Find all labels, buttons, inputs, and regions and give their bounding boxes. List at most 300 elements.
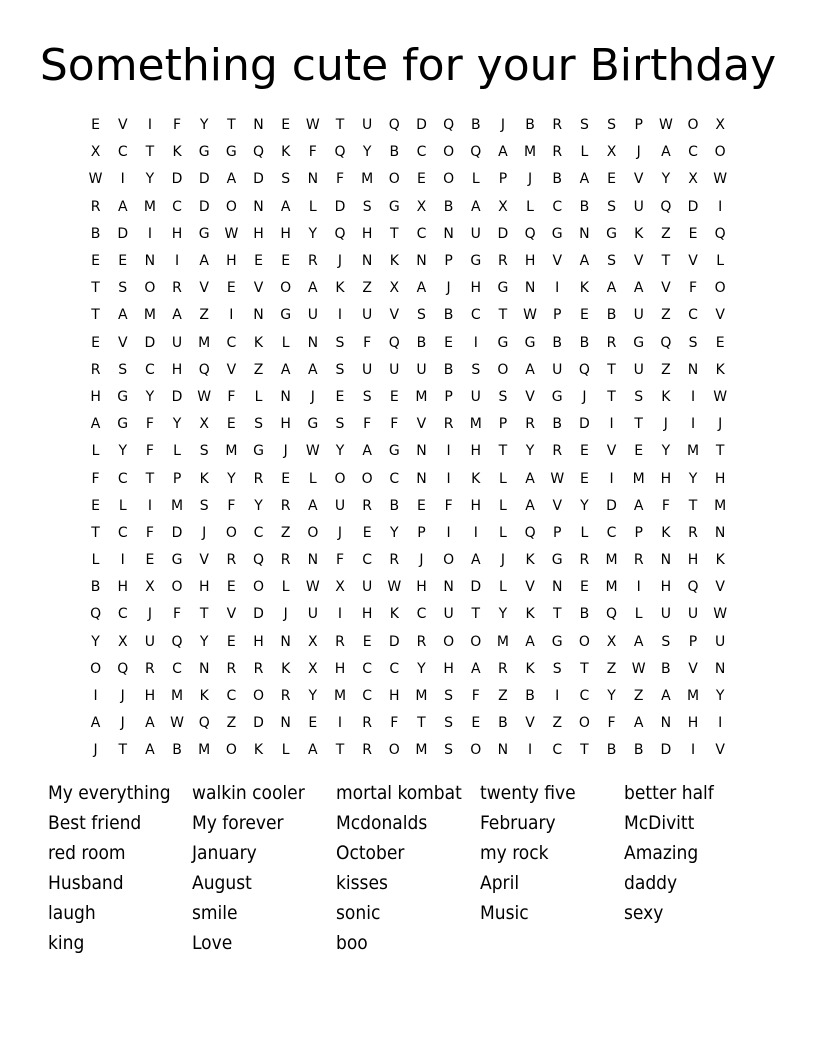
grid-letter: B xyxy=(525,117,535,134)
grid-row xyxy=(82,248,734,275)
grid-letter: E xyxy=(607,171,616,188)
grid-letter: I xyxy=(609,416,614,433)
grid-letter: L xyxy=(308,470,317,487)
grid-row xyxy=(82,139,734,166)
grid-row xyxy=(82,656,734,683)
grid-letter: O xyxy=(443,171,455,188)
grid-letter: M xyxy=(198,742,211,759)
grid-letter: I xyxy=(446,443,451,460)
grid-letter: Y xyxy=(688,470,698,487)
grid-letter: Q xyxy=(524,524,536,541)
grid-letter: R xyxy=(498,253,508,270)
grid-letter: P xyxy=(634,117,643,134)
grid-letter: O xyxy=(253,579,265,596)
grid-row xyxy=(82,438,734,465)
grid-letter: R xyxy=(280,688,291,705)
grid-letter: E xyxy=(91,497,100,514)
grid-letter: E xyxy=(579,579,589,596)
grid-letter: A xyxy=(470,552,481,569)
word-list-item: February xyxy=(480,812,556,834)
grid-letter: H xyxy=(416,579,427,596)
grid-letter: S xyxy=(552,660,562,677)
grid-letter: P xyxy=(498,171,508,188)
grid-letter: I xyxy=(446,524,451,541)
grid-letter: W xyxy=(713,171,728,188)
grid-letter: S xyxy=(444,688,454,705)
grid-letter: I xyxy=(337,307,343,324)
grid-row xyxy=(82,465,734,492)
grid-letter: E xyxy=(226,633,236,650)
grid-letter: O xyxy=(497,361,509,378)
grid-letter: Y xyxy=(390,524,399,541)
grid-letter: N xyxy=(280,715,291,732)
grid-letter: H xyxy=(90,388,101,405)
grid-letter: Q xyxy=(117,660,129,677)
grid-letter: Z xyxy=(606,660,617,677)
grid-letter: H xyxy=(443,660,454,677)
grid-letter: E xyxy=(226,416,236,433)
grid-letter: A xyxy=(633,633,644,650)
word-list-item: McDivitt xyxy=(624,812,695,834)
word-list-item: Mcdonalds xyxy=(336,812,428,834)
grid-letter: F xyxy=(335,552,345,569)
grid-letter: J xyxy=(718,416,723,433)
grid-letter: N xyxy=(361,253,373,270)
word-list-item: twenty five xyxy=(480,782,576,804)
grid-letter: M xyxy=(605,552,618,569)
grid-letter: B xyxy=(443,198,454,215)
grid-row xyxy=(82,112,734,139)
grid-row xyxy=(82,710,734,737)
grid-letter: X xyxy=(335,579,345,596)
grid-letter: Y xyxy=(525,443,535,460)
grid-letter: N xyxy=(687,361,699,378)
grid-letter: G xyxy=(551,225,563,242)
word-list-item: better half xyxy=(624,782,714,804)
grid-letter: Q xyxy=(660,334,672,351)
grid-letter: R xyxy=(226,660,237,677)
grid-letter: D xyxy=(388,633,400,650)
grid-letter: Y xyxy=(172,416,182,433)
grid-letter: T xyxy=(607,361,616,378)
grid-letter: D xyxy=(144,334,156,351)
grid-letter: N xyxy=(714,660,726,677)
grid-letter: P xyxy=(498,416,508,433)
grid-letter: R xyxy=(498,660,508,677)
grid-letter: U xyxy=(660,606,671,623)
grid-letter: E xyxy=(444,334,454,351)
grid-letter: U xyxy=(362,307,373,324)
grid-letter: A xyxy=(90,416,101,433)
grid-letter: T xyxy=(199,606,209,623)
grid-letter: Z xyxy=(498,688,508,705)
grid-letter: W xyxy=(631,660,646,677)
grid-letter: M xyxy=(225,443,238,460)
grid-letter: U xyxy=(687,606,699,623)
grid-letter: Y xyxy=(498,606,508,623)
grid-letter: I xyxy=(446,470,451,487)
grid-letter: O xyxy=(578,715,590,732)
grid-letter: L xyxy=(91,443,100,460)
grid-letter: A xyxy=(226,171,237,188)
grid-letter: G xyxy=(470,253,482,270)
grid-letter: S xyxy=(118,361,128,378)
grid-letter: K xyxy=(199,470,209,487)
grid-letter: C xyxy=(552,198,563,215)
grid-letter: R xyxy=(525,416,535,433)
grid-letter: M xyxy=(143,198,156,215)
grid-letter: K xyxy=(389,606,399,623)
grid-letter: B xyxy=(389,497,400,514)
grid-letter: M xyxy=(171,688,184,705)
grid-letter: Y xyxy=(607,688,616,705)
grid-letter: P xyxy=(172,470,182,487)
word-list-item: walkin cooler xyxy=(192,782,305,804)
grid-row xyxy=(82,302,734,329)
grid-letter: D xyxy=(416,117,427,134)
grid-letter: Y xyxy=(199,117,209,134)
grid-letter: T xyxy=(688,497,698,514)
grid-letter: A xyxy=(308,361,318,378)
grid-letter: J xyxy=(283,606,288,623)
grid-letter: D xyxy=(253,171,264,188)
grid-letter: F xyxy=(91,470,100,487)
grid-letter: X xyxy=(688,171,698,188)
grid-letter: A xyxy=(308,497,318,514)
grid-letter: O xyxy=(443,633,455,650)
grid-letter: Q xyxy=(524,225,536,242)
grid-letter: F xyxy=(390,416,399,433)
grid-letter: V xyxy=(661,280,671,297)
grid-letter: O xyxy=(280,280,292,297)
grid-letter: H xyxy=(171,225,183,242)
word-list-item: October xyxy=(336,842,405,864)
grid-letter: A xyxy=(280,198,291,215)
grid-letter: S xyxy=(362,388,372,405)
grid-letter: E xyxy=(91,334,100,351)
grid-letter: V xyxy=(525,579,535,596)
grid-letter: G xyxy=(497,334,509,351)
grid-letter: E xyxy=(254,253,263,270)
grid-letter: G xyxy=(117,388,129,405)
grid-letter: A xyxy=(416,280,427,297)
grid-letter: M xyxy=(415,388,428,405)
word-list-item: My forever xyxy=(192,812,284,834)
grid-letter: H xyxy=(361,225,373,242)
grid-letter: H xyxy=(470,443,482,460)
grid-letter: H xyxy=(253,633,264,650)
grid-letter: O xyxy=(714,144,726,161)
grid-letter: S xyxy=(688,334,698,351)
grid-letter: N xyxy=(579,225,590,242)
grid-letter: A xyxy=(90,715,101,732)
grid-letter: F xyxy=(363,416,372,433)
grid-letter: V xyxy=(606,443,617,460)
grid-letter: C xyxy=(226,334,237,351)
grid-letter: B xyxy=(172,742,182,759)
grid-letter: H xyxy=(470,497,482,514)
grid-letter: S xyxy=(199,497,209,514)
grid-letter: S xyxy=(362,198,372,215)
grid-letter: V xyxy=(715,307,725,324)
grid-letter: R xyxy=(688,524,698,541)
grid-letter: X xyxy=(308,633,318,650)
grid-letter: M xyxy=(686,688,700,705)
grid-letter: F xyxy=(145,416,154,433)
grid-letter: E xyxy=(634,443,644,460)
grid-letter: I xyxy=(120,171,125,188)
grid-letter: H xyxy=(687,552,699,569)
grid-letter: L xyxy=(281,742,290,759)
grid-letter: W xyxy=(523,307,537,324)
grid-letter: X xyxy=(308,660,318,677)
grid-letter: X xyxy=(145,579,155,596)
grid-letter: M xyxy=(605,579,618,596)
grid-letter: G xyxy=(388,443,400,460)
grid-letter: K xyxy=(199,688,209,705)
word-list-empty xyxy=(624,928,768,958)
grid-letter: Y xyxy=(335,443,345,460)
grid-letter: B xyxy=(443,361,454,378)
grid-letter: U xyxy=(389,361,400,378)
grid-letter: I xyxy=(229,307,234,324)
grid-letter: H xyxy=(524,253,536,270)
grid-letter: M xyxy=(415,688,428,705)
grid-letter: N xyxy=(307,171,319,188)
grid-letter: T xyxy=(552,606,562,623)
grid-letter: A xyxy=(525,497,535,514)
grid-letter: V xyxy=(117,334,128,351)
grid-letter: Q xyxy=(388,334,400,351)
grid-letter: G xyxy=(171,552,183,569)
grid-letter: B xyxy=(416,334,427,351)
grid-letter: R xyxy=(552,117,563,134)
grid-letter: Z xyxy=(226,715,237,732)
grid-letter: G xyxy=(253,443,264,460)
grid-letter: D xyxy=(253,715,264,732)
grid-letter: S xyxy=(444,742,454,759)
grid-letter: A xyxy=(172,307,182,324)
grid-letter: L xyxy=(634,606,643,623)
grid-letter: V xyxy=(715,579,725,596)
grid-letter: X xyxy=(416,198,427,215)
word-list-item: my rock xyxy=(480,842,549,864)
grid-letter: Y xyxy=(308,225,318,242)
grid-letter: E xyxy=(91,117,100,134)
grid-letter: Q xyxy=(253,144,265,161)
grid-letter: A xyxy=(199,253,209,270)
grid-letter: I xyxy=(147,225,152,242)
grid-letter: S xyxy=(498,388,508,405)
grid-letter: M xyxy=(714,497,727,514)
grid-letter: V xyxy=(688,660,698,677)
grid-letter: G xyxy=(524,334,536,351)
word-list-item: smile xyxy=(192,902,238,924)
grid-letter: I xyxy=(636,579,641,596)
grid-letter: E xyxy=(226,280,236,297)
grid-letter: P xyxy=(417,524,426,541)
grid-letter: L xyxy=(281,579,290,596)
grid-letter: Y xyxy=(199,633,209,650)
grid-letter: A xyxy=(606,280,617,297)
grid-letter: C xyxy=(362,552,373,569)
grid-letter: K xyxy=(525,606,535,623)
grid-letter: M xyxy=(524,144,537,161)
grid-letter: R xyxy=(280,497,291,514)
grid-letter: K xyxy=(253,334,264,351)
grid-letter: H xyxy=(334,660,346,677)
grid-letter: O xyxy=(388,171,400,188)
grid-letter: Y xyxy=(145,388,155,405)
grid-letter: B xyxy=(552,416,563,433)
grid-letter: L xyxy=(499,524,507,541)
grid-letter: T xyxy=(91,280,100,297)
word-list-item: sexy xyxy=(624,902,664,924)
grid-letter: A xyxy=(525,361,535,378)
grid-letter: U xyxy=(470,388,481,405)
grid-letter: Q xyxy=(578,361,590,378)
grid-letter: N xyxy=(280,388,291,405)
grid-letter: Q xyxy=(253,552,265,569)
grid-letter: U xyxy=(552,361,563,378)
grid-letter: X xyxy=(606,144,617,161)
grid-letter: W xyxy=(224,225,239,242)
grid-letter: I xyxy=(174,253,180,270)
grid-letter: C xyxy=(253,524,264,541)
grid-letter: T xyxy=(335,742,345,759)
grid-letter: A xyxy=(633,497,644,514)
grid-letter: I xyxy=(690,416,696,433)
grid-letter: N xyxy=(443,579,454,596)
grid-letter: L xyxy=(91,552,100,569)
grid-letter: Y xyxy=(145,171,155,188)
grid-letter: A xyxy=(308,280,318,297)
grid-letter: G xyxy=(606,225,617,242)
grid-letter: H xyxy=(117,579,128,596)
word-list-item: April xyxy=(480,872,520,894)
grid-letter: E xyxy=(579,443,589,460)
grid-letter: F xyxy=(227,497,236,514)
grid-letter: W xyxy=(713,388,728,405)
grid-letter: E xyxy=(308,715,318,732)
grid-letter: H xyxy=(470,280,482,297)
grid-letter: T xyxy=(661,253,671,270)
grid-letter: C xyxy=(362,688,373,705)
grid-letter: R xyxy=(307,253,318,270)
grid-letter: N xyxy=(416,253,427,270)
grid-letter: B xyxy=(606,742,617,759)
word-list-item: Amazing xyxy=(624,842,699,864)
grid-letter: T xyxy=(580,742,589,759)
grid-letter: B xyxy=(579,334,590,351)
grid-letter: A xyxy=(661,144,671,161)
grid-letter: E xyxy=(281,117,291,134)
grid-letter: R xyxy=(335,633,345,650)
grid-letter: A xyxy=(525,633,535,650)
grid-letter: X xyxy=(715,117,725,134)
grid-letter: O xyxy=(171,579,183,596)
word-list-item: Husband xyxy=(48,872,124,894)
grid-letter: N xyxy=(524,280,536,297)
grid-letter: C xyxy=(606,524,617,541)
grid-letter: A xyxy=(661,688,671,705)
grid-letter: A xyxy=(362,443,372,460)
grid-letter: Z xyxy=(661,225,671,242)
word-list-item: Love xyxy=(192,932,233,954)
grid-letter: H xyxy=(171,361,183,378)
grid-letter: Y xyxy=(308,688,318,705)
grid-letter: R xyxy=(253,660,264,677)
grid-letter: W xyxy=(713,606,728,623)
grid-letter: K xyxy=(661,388,671,405)
grid-letter: F xyxy=(390,715,399,732)
grid-letter: O xyxy=(687,117,699,134)
grid-letter: B xyxy=(579,606,590,623)
grid-letter: A xyxy=(633,715,644,732)
grid-letter: R xyxy=(606,334,617,351)
grid-letter: I xyxy=(690,742,696,759)
grid-letter: H xyxy=(389,688,400,705)
grid-letter: S xyxy=(661,633,671,650)
grid-letter: U xyxy=(633,198,644,215)
grid-letter: U xyxy=(715,633,726,650)
grid-letter: B xyxy=(552,334,563,351)
grid-letter: T xyxy=(417,715,426,732)
grid-letter: W xyxy=(170,715,184,732)
grid-letter: F xyxy=(145,524,154,541)
grid-letter: C xyxy=(172,198,182,215)
grid-letter: Z xyxy=(362,280,372,297)
grid-letter: O xyxy=(225,198,237,215)
grid-letter: W xyxy=(197,388,212,405)
grid-letter: G xyxy=(551,633,563,650)
grid-letter: M xyxy=(496,633,509,650)
grid-row xyxy=(82,629,734,656)
grid-letter: E xyxy=(118,253,128,270)
grid-letter: L xyxy=(499,497,507,514)
grid-letter: C xyxy=(362,660,373,677)
grid-letter: S xyxy=(607,253,616,270)
grid-row xyxy=(82,166,734,193)
grid-letter: R xyxy=(362,497,372,514)
grid-letter: T xyxy=(498,443,508,460)
grid-letter: R xyxy=(280,552,291,569)
grid-letter: U xyxy=(362,579,373,596)
grid-letter: G xyxy=(117,416,129,433)
grid-letter: T xyxy=(715,443,725,460)
grid-letter: H xyxy=(280,416,291,433)
grid-letter: L xyxy=(580,144,589,161)
word-list xyxy=(48,778,768,958)
grid-letter: Q xyxy=(171,633,183,650)
grid-letter: L xyxy=(499,470,507,487)
grid-letter: P xyxy=(688,633,698,650)
grid-letter: N xyxy=(443,225,454,242)
page-title: Something cute for your Birthday xyxy=(39,40,777,91)
grid-letter: G xyxy=(307,416,319,433)
grid-letter: D xyxy=(253,606,264,623)
grid-letter: D xyxy=(171,388,183,405)
grid-letter: C xyxy=(688,307,698,324)
grid-row xyxy=(82,357,734,384)
grid-letter: M xyxy=(143,307,156,324)
grid-letter: R xyxy=(552,443,563,460)
grid-row xyxy=(82,601,734,628)
word-list-empty xyxy=(480,928,624,958)
grid-letter: E xyxy=(389,388,399,405)
grid-letter: K xyxy=(715,552,725,569)
grid-letter: U xyxy=(362,117,373,134)
